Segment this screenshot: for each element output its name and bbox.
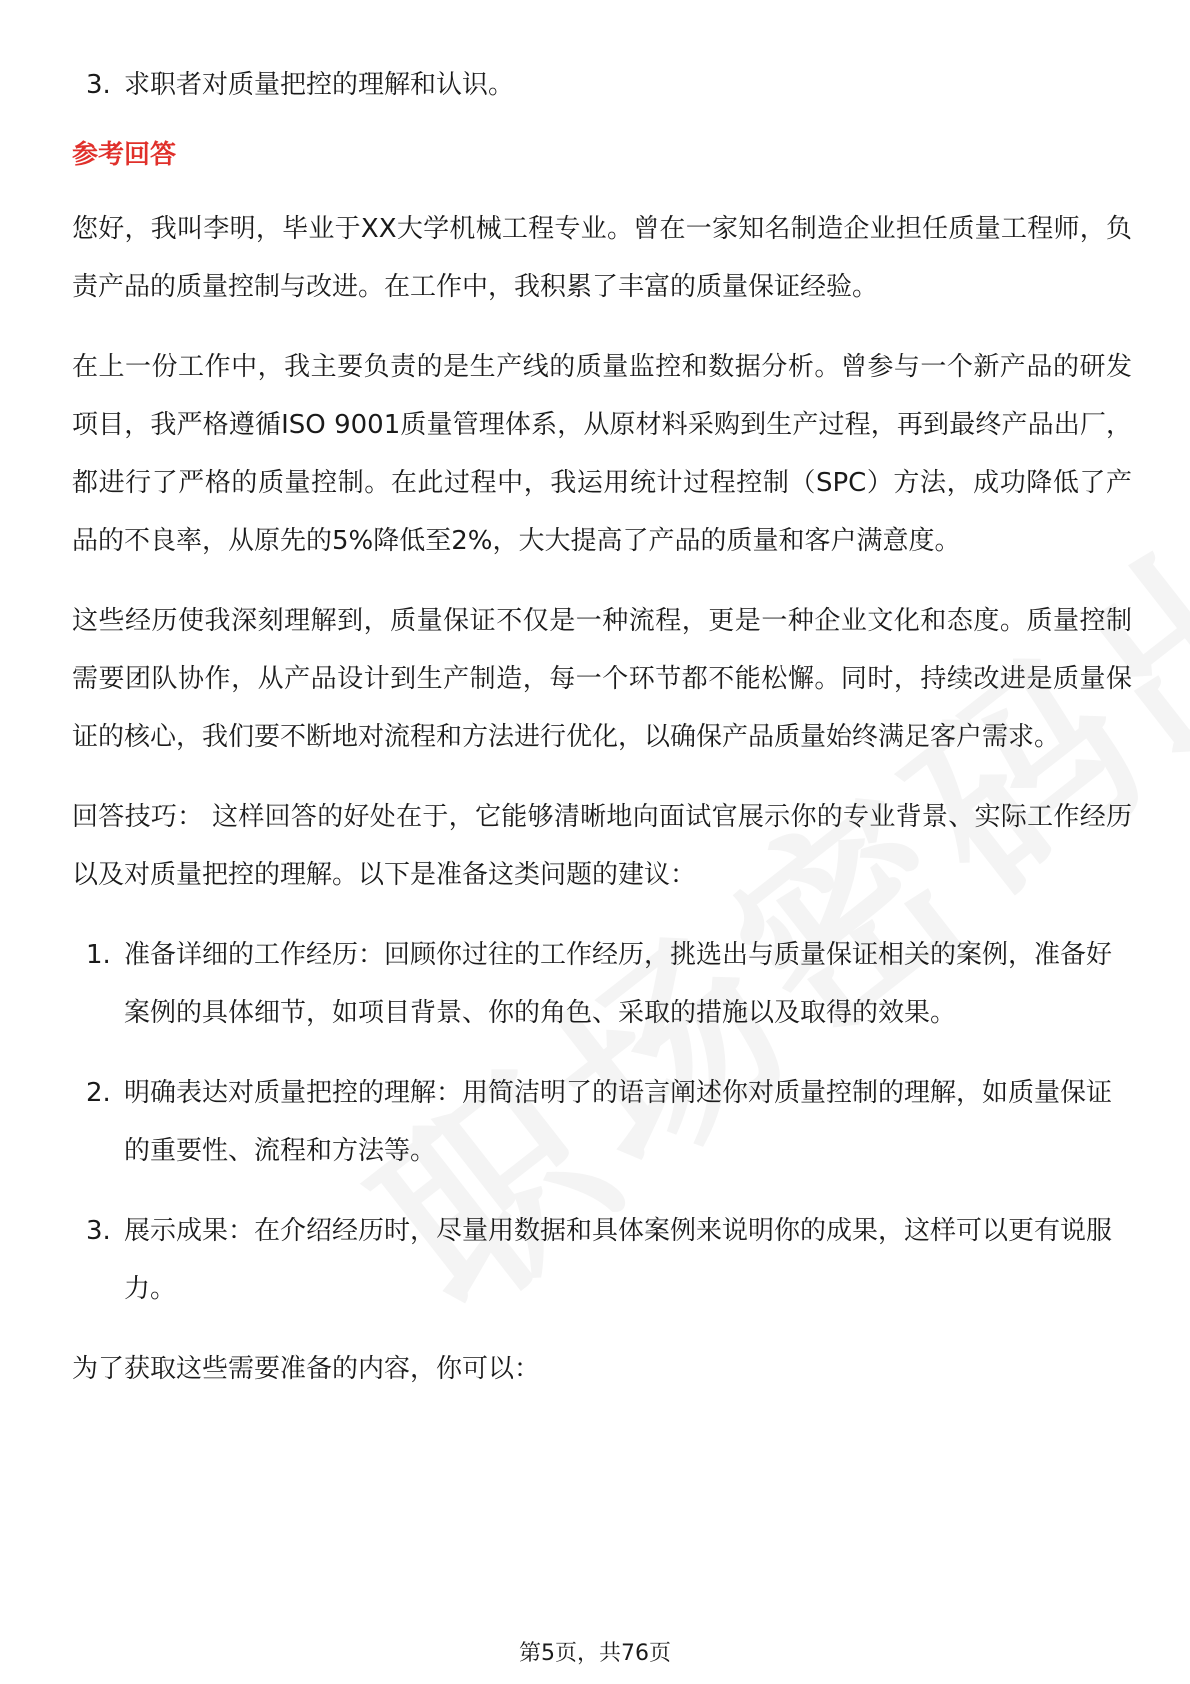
paragraph-tips-intro: 回答技巧： 这样回答的好处在于，它能够清晰地向面试官展示你的专业背景、实际工作经历以及对质量把控的理解。以下是准备这类问题的建议： xyxy=(72,802,1132,890)
paragraph-closing: 为了获取这些需要准备的内容，你可以： xyxy=(72,1354,541,1384)
page-footer: 第5页，共76页 xyxy=(519,1641,671,1666)
list-text: 展示成果：在介绍经历时，尽量用数据和具体案例来说明你的成果，这样可以更有说服力。 xyxy=(124,1216,1113,1304)
list-number: 3. xyxy=(86,1216,111,1246)
list-item xyxy=(72,56,1132,114)
list-item xyxy=(72,1064,1132,1180)
list-text: 准备详细的工作经历：回顾你过往的工作经历，挑选出与质量保证相关的案例，准备好案例的具体细节，如项目背景、你的角色、采取的措施以及取得的效果。 xyxy=(124,940,1113,1028)
list-number: 3. xyxy=(86,70,111,100)
list-number: 1. xyxy=(86,940,111,970)
list-item xyxy=(72,926,1132,1042)
paragraph-experience: 在上一份工作中，我主要负责的是生产线的质量监控和数据分析。曾参与一个新产品的研发项目，我严格遵循ISO 9001质量管理体系，从原材料采购到生产过程，再到最终产品出厂，都进行了严格的质量控制。在此过程中，我运用统计过程控制（SPC）方法，成功降低了产品的不良率，从原先的5%降低至2%，大大提高了产品的质量和客户满意度。 xyxy=(72,352,1132,556)
list-number: 2. xyxy=(86,1078,111,1108)
page-content xyxy=(72,56,1132,1398)
reference-answer-heading: 参考回答 xyxy=(72,140,177,170)
paragraph-intro: 您好，我叫李明，毕业于XX大学机械工程专业。曾在一家知名制造企业担任质量工程师，负责产品的质量控制与改进。在工作中，我积累了丰富的质量保证经验。 xyxy=(72,214,1132,302)
list-item xyxy=(72,1202,1132,1318)
list-text: 求职者对质量把控的理解和认识。 xyxy=(124,70,515,100)
paragraph-understanding: 这些经历使我深刻理解到，质量保证不仅是一种流程，更是一种企业文化和态度。质量控制需要团队协作，从产品设计到生产制造，每一个环节都不能松懈。同时，持续改进是质量保证的核心，我们要不断地对流程和方法进行优化，以确保产品质量始终满足客户需求。 xyxy=(72,606,1132,752)
list-text: 明确表达对质量把控的理解：用简洁明了的语言阐述你对质量控制的理解，如质量保证的重要性、流程和方法等。 xyxy=(124,1078,1113,1166)
